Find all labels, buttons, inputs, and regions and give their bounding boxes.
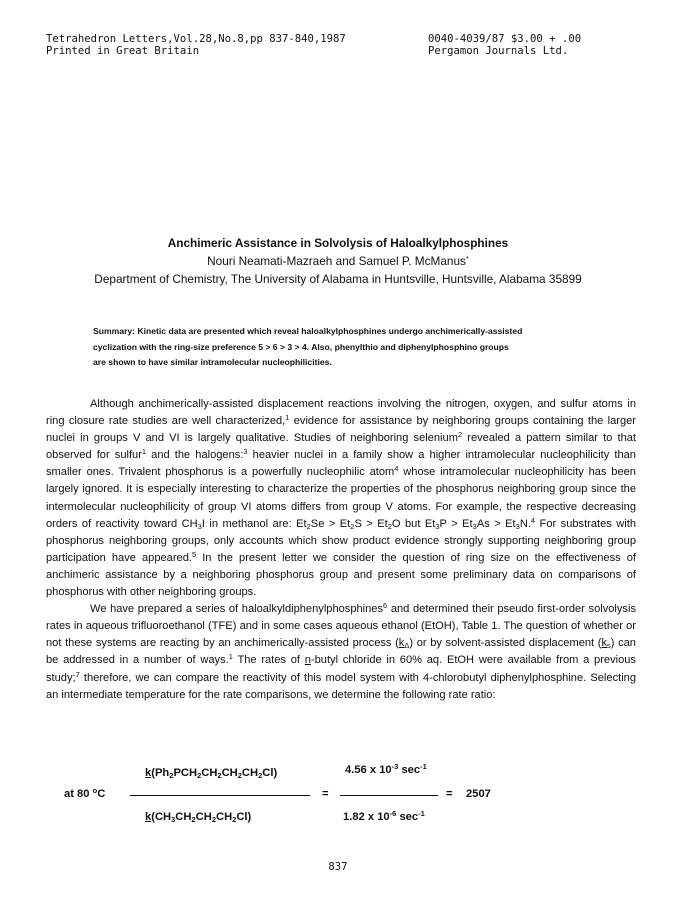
fraction-bar: [340, 795, 438, 796]
journal-header-left: [46, 33, 406, 57]
rate-ratio-result: 2507: [466, 788, 491, 800]
numerator-rate-expression: $k(Ph_2PCH_2CH_2CH_2CH_2Cl)$: [145, 767, 278, 780]
equals-sign: =: [322, 788, 329, 800]
temperature-label: at 80 $^o$C: [64, 786, 106, 800]
author-names: Nouri Neamati-Mazraeh and Samuel P. McManus: [207, 254, 466, 268]
summary-line: Summary: Kinetic data are presented which reveal haloalkylphosphines undergo anchimerically-assisted: [93, 326, 523, 336]
equals-sign: =: [446, 788, 453, 800]
price-code: 0040-4039/87 $3.00 + .00: [428, 33, 582, 45]
authors: [0, 254, 676, 268]
summary-line: cyclization with the ring-size preference 5 > 6 > 3 > 4. Also, phenylthio and diphenylphosphino groups: [93, 341, 509, 352]
paper-title: Anchimeric Assistance in Solvolysis of Haloalkylphosphines: [167, 236, 509, 250]
publisher: Pergamon Journals Ltd.: [428, 45, 569, 57]
summary-line: are shown to have similar intramolecular nucleophilicities.: [93, 357, 332, 367]
numerator-rate-value: 4.56 x $10^{-3}$ $\sec^{-1}$: [345, 762, 427, 776]
summary: [93, 324, 613, 371]
rate-ratio-equation: [0, 756, 676, 836]
journal-header-right: [428, 33, 648, 57]
denominator-rate-value: 1.82 x $10^{-6}$ $\sec^{-1}$: [343, 809, 425, 823]
page-number: 837: [328, 861, 348, 873]
paragraph-1: Although anchimerically-assisted displacement reactions involving the nitrogen, oxygen, and sulfur atoms in ring closure rate studies are well characterized,$^1$ evidence for assistance by neighboring groups containing the larger nuclei in groups V and VI is largely qualitative. Studies of neighboring selenium$^2$ revealed a pattern similar to that observed for sulfur$^1$ and the halogens:$^3$ heavier nuclei in a family show a higher intramolecular nucleophilicity than smaller ones. Trivalent phosphorus is a powerfully nucleophilic atom$^4$ whose intramolecular nucleophilicity has been largely ignored. It is especially interesting to characterize the properties of the phosphorus neighboring group since the intermolecular nucleophilicity of group VI atoms differs from group V atoms. For example, the respective decreasing orders of reactivity toward $CH_3I$ in methanol are: $Et_2Se > Et_2S > Et_2O$ but $Et_3P > Et_3As > Et_3N.^4$ For substrates with phosphorus neighboring groups, only accounts which show product evidence strongly supporting neighboring group participation have appeared.$^5$ In the present letter we consider the question of ring size on the effectiveness of anchimeric assistance by a neighboring phosphorus group and present some preliminary data on comparisons of phosphorus with other neighboring groups.: [46, 398, 637, 599]
journal-citation: Tetrahedron Letters,Vol.28,No.8,pp 837-840,1987: [46, 33, 346, 45]
denominator-rate-expression: $k(CH_3CH_2CH_2CH_2Cl)$: [145, 811, 252, 824]
fraction-bar: [130, 795, 310, 796]
body-text: [46, 396, 636, 704]
affiliation: Department of Chemistry, The University of Alabama in Huntsville, Huntsville, Alabama 35899: [94, 272, 582, 286]
paragraph-2: We have prepared a series of haloalkyldiphenylphosphines$^6$ and determined their pseudo first-order solvolysis rates in aqueous trifluoroethanol (TFE) and in some cases aqueous ethanol (EtOH), Table 1. The question of whether or not these systems are reacting by an anchimerically-assisted process $(k_\Delta)$ or by solvent-assisted displacement $(k_s)$ can be addressed in a number of ways.$^1$ The rates of n-butyl chloride in 60% aq. EtOH were available from a previous study;$^7$ therefore, we can compare the reactivity of this model system with 4-chlorobutyl diphenylphosphine. Selecting an intermediate temperature for the rate comparisons, we determine the following rate ratio:: [46, 601, 636, 701]
printed-location: Printed in Great Britain: [46, 45, 200, 57]
corresponding-author-mark: *: [465, 254, 469, 263]
